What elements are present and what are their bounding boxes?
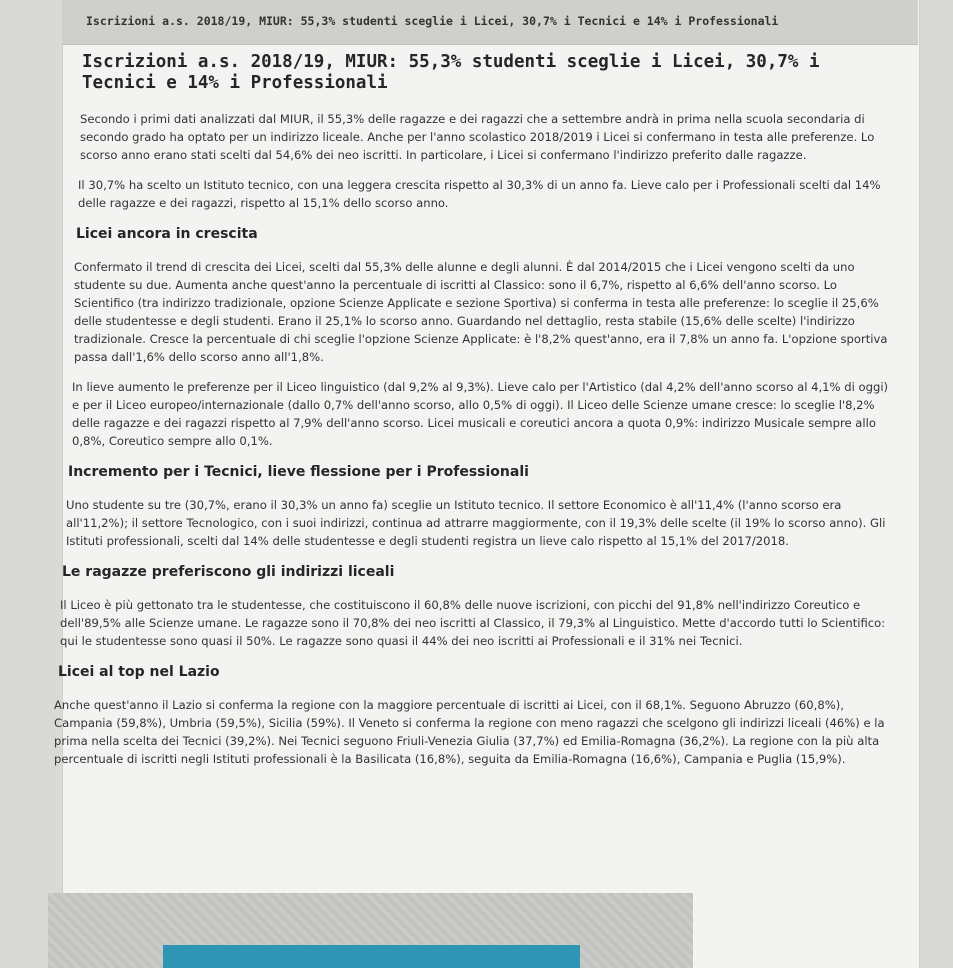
- section-heading: Licei ancora in crescita: [76, 226, 258, 242]
- section-paragraph: Confermato il trend di crescita dei Licei, scelti dal 55,3% delle alunne e degli alunni. È dal 2014/2015 che i Licei vengono scelti da uno studente su due. Aumenta anche quest'anno la percentuale di iscritti al Classico: sono il 6,7%, rispetto al 6,6% dell'anno scorso. Lo Scientifico (tra indirizzo tradizionale, opzione Scienze Applicate e sezione Sportiva) si conferma in testa alle preferenze: lo sceglie il 25,6% delle studentesse e degli studenti. Erano il 25,1% lo scorso anno. Guardando nel dettaglio, resta stabile (15,6% delle scelte) l'indirizzo tradizionale. Cresce la percentuale di chi sceglie l'opzione Scienze Applicate: è l'8,2% quest'anno, era il 7,8% un anno fa. L'opzione sportiva passa dall'1,6% dello scorso anno all'1,8%.: [74, 260, 888, 364]
- section-heading: Le ragazze preferiscono gli indirizzi liceali: [62, 564, 395, 580]
- section-paragraph: Anche quest'anno il Lazio si conferma la regione con la maggiore percentuale di iscritti ai Licei, con il 68,1%. Seguono Abruzzo (60,8%), Campania (59,8%), Umbria (59,5%), Sicilia (59%). Il Veneto si conferma la regione con meno ragazzi che scelgono gli indirizzi liceali (46%) e la prima nella scelta dei Tecnici (39,2%). Nei Tecnici seguono Friuli-Venezia Giulia (37,7%) ed Emilia-Romagna (36,2%). La regione con la più alta percentuale di iscritti negli Istituti professionali è la Basilicata (16,8%), seguita da Emilia-Romagna (16,6%), Campania e Puglia (15,9%).: [54, 698, 885, 766]
- section-paragraph: Uno studente su tre (30,7%, erano il 30,3% un anno fa) sceglie un Istituto tecnico. Il settore Economico è all'11,4% (l'anno scorso era all'11,2%); il settore Tecnologico, con i suoi indirizzi, continua ad attrarre maggiormente, con il 19,3% delle scelte (il 19% lo scorso anno). Gli Istituti professionali, scelti dal 14% delle studentesse e degli studenti registra un lieve calo rispetto al 15,1% del 2017/2018.: [66, 498, 886, 548]
- image-banner: [163, 945, 580, 968]
- article-title: Iscrizioni a.s. 2018/19, MIUR: 55,3% studenti sceglie i Licei, 30,7% i Tecnici e 14% i Professionali: [82, 52, 820, 93]
- section-paragraph: Il Liceo è più gettonato tra le studentesse, che costituiscono il 60,8% delle nuove iscrizioni, con picchi del 91,8% nell'indirizzo Coreutico e dell'89,5% alle Scienze umane. Le ragazze sono il 70,8% dei neo iscritti al Classico, il 79,3% al Linguistico. Mette d'accordo tutti lo Scientifico: qui le studentesse sono quasi il 50%. Le ragazze sono quasi il 44% dei neo iscritti ai Professionali e il 31% nei Tecnici.: [60, 598, 886, 648]
- intro-paragraph: Il 30,7% ha scelto un Istituto tecnico, con una leggera crescita rispetto al 30,3% di un anno fa. Lieve calo per i Professionali scelti dal 14% delle ragazze e dei ragazzi, rispetto al 15,1% dello scorso anno.: [78, 178, 881, 210]
- window-title: Iscrizioni a.s. 2018/19, MIUR: 55,3% studenti sceglie i Licei, 30,7% i Tecnici e 14% i Professionali: [86, 14, 779, 28]
- article: [54, 52, 898, 780]
- section-heading: Licei al top nel Lazio: [58, 664, 220, 680]
- title-bar: [62, 0, 918, 45]
- section-paragraph: In lieve aumento le preferenze per il Liceo linguistico (dal 9,2% al 9,3%). Lieve calo per l'Artistico (dal 4,2% dell'anno scorso al 4,1% di oggi) e per il Liceo europeo/internazionale (dallo 0,7% dell'anno scorso, allo 0,5% di oggi). Il Liceo delle Scienze umane cresce: lo sceglie l'8,2% delle ragazze e dei ragazzi rispetto al 7,9% dell'anno scorso. Licei musicali e coreutici ancora a quota 0,9%: indirizzo Musicale sempre allo 0,8%, Coreutico sempre allo 0,1%.: [72, 380, 889, 448]
- section-heading: Incremento per i Tecnici, lieve flessione per i Professionali: [68, 464, 529, 480]
- intro-paragraph: Secondo i primi dati analizzati dal MIUR, il 55,3% delle ragazze e dei ragazzi che a settembre andrà in prima nella scuola secondaria di secondo grado ha optato per un indirizzo liceale. Anche per l'anno scolastico 2018/2019 i Licei si confermano in testa alle preferenze. Lo scorso anno erano stati scelti dal 54,6% dei neo iscritti. In particolare, i Licei si confermano l'indirizzo preferito dalle ragazze.: [80, 112, 875, 162]
